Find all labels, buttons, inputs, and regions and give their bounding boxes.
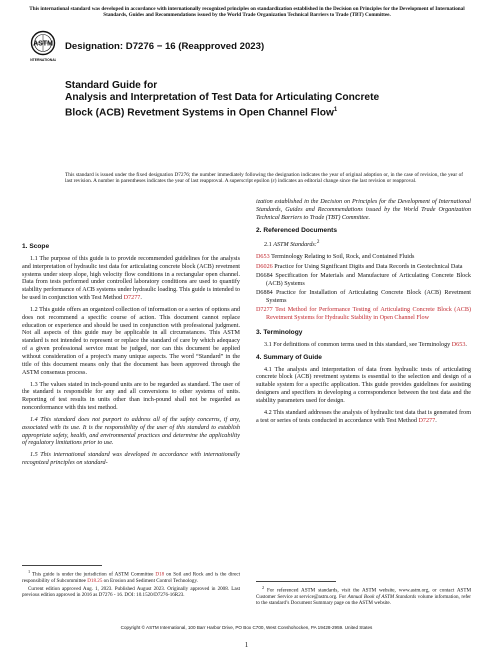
section-heading-summary: 4. Summary of Guide — [256, 353, 322, 361]
reference-title: Practice for Using Significant Digits and Data Records in Geotechnical Data — [272, 263, 463, 270]
footnote-1-text-c: on Erosion and Sediment Control Technology. — [102, 577, 198, 584]
footnote-1 — [22, 565, 240, 601]
astm-logo — [30, 30, 56, 64]
paragraph-3-1-text: 3.1 For definitions of common terms used in this standard, see Terminology — [264, 341, 452, 348]
paragraph-1-2: 1.2 This guide offers an organized collection of information or a series of options and does not recommend a specific course of action. This document cannot replace education or experience and should be used in conjunction with professional judgment. Not all aspects of this guide may be applicable in all circumstances. This ASTM standard is not intended to represent or replace the standard of care by which adequacy of a given professional service must be judged, nor can this document be applied without consideration of a project's many unique aspects. The word “Standard” in the title of this document means only that the document has been approved through the ASTM consensus process. — [22, 306, 240, 376]
issuance-note: This standard is issued under the fixed designation D7276; the number immediately following the designation indicates the year of original adoption or, in the case of revision, the year of last revision. A number in parentheses indicates the year of last reapproval. A superscript epsilon (ε) indicates an editorial change since the last revision or reapproval. — [65, 172, 463, 185]
paragraph-3-1-end: . — [465, 341, 467, 348]
svg-text:INTERNATIONAL: INTERNATIONAL — [30, 58, 56, 62]
designation: Designation: D7276 − 16 (Reapproved 2023) — [65, 41, 265, 52]
footnote-1-marker: 1 — [28, 569, 31, 574]
reference-list — [256, 254, 471, 323]
page-title — [65, 92, 405, 120]
reference-title: Specification for Materials and Manufacture of Articulating Concrete Block (ACB) Systems — [266, 272, 471, 287]
link-d653-term[interactable]: D653 — [451, 341, 466, 348]
reference-code-d6884: D6884 — [256, 290, 273, 297]
reference-item — [256, 273, 471, 289]
copyright-footer: Copyright © ASTM International, 100 Barr Harbor Drive, PO Box C700, West Conshohocken, PA 19428-2959. United States — [120, 625, 373, 630]
footnote-1-para-1 — [22, 569, 240, 584]
footnote-2 — [256, 581, 471, 608]
link-d7277-ref[interactable]: D7277 — [256, 307, 273, 314]
paragraph-3-1 — [256, 342, 471, 350]
reference-item — [256, 290, 471, 306]
footnote-divider — [22, 565, 102, 566]
astm-logo-icon — [30, 30, 56, 64]
astm-standards-label — [256, 239, 471, 250]
title-footnote-marker: 1 — [333, 107, 338, 114]
reference-item — [256, 307, 471, 323]
link-d18-25[interactable]: D18.25 — [87, 577, 103, 584]
footnote-1-text-a: This guide is under the jurisdiction of ASTM Committee — [30, 571, 156, 578]
paragraph-4-2 — [256, 410, 471, 426]
reference-title: Terminology Relating to Soil, Rock, and Contained Fluids — [269, 254, 415, 261]
paragraph-4-2-text: 4.2 This standard addresses the analysis of hydraulic test data that is generated from a test or series of tests conducted in accordance with Test Method — [256, 409, 471, 424]
paragraph-4-2-end: . — [435, 417, 437, 424]
paragraph-4-1: 4.1 The analysis and interpretation of data from hydraulic tests of articulating concrete block (ACB) revetment systems is essential to the selection and design of a suitable system for a specific application. This guide provides guidelines for assisting designers and specifiers in developing a correspondence between the test data and the stability parameters used for design. — [256, 366, 471, 404]
footnote-2-text-a: For referenced ASTM standards, visit the ASTM website, www.astm.org, or contact ASTM Customer Service at service@astm.org. For — [256, 587, 471, 600]
paragraph-1-4: 1.4 This standard does not purport to address all of the safety concerns, if any, associated with its use. It is the responsibility of the user of this standard to establish appropriate safety, health, and environmental practices and determine the applicability of regulatory limitations prior to use. — [22, 416, 240, 447]
reference-code-d6684: D6684 — [256, 272, 273, 279]
footnote-1-text-b: on Soil and Rock and is the direct responsibility of Subcommittee — [22, 571, 241, 584]
link-d7277-summary[interactable]: D7277 — [418, 417, 436, 424]
svg-text:ASTM: ASTM — [33, 40, 53, 48]
section-heading-terminology: 3. Terminology — [256, 329, 303, 337]
link-d18[interactable]: D18 — [155, 571, 165, 578]
footnote-1-para-2: Current edition approved Aug. 1, 2023. Published August 2023. Originally approved in 2008. Last previous edition approved in 2016 as D7276 - 16. DOI: 10.1520/D7276-16R23. — [22, 586, 240, 599]
footnote-2-para — [256, 585, 471, 606]
left-column — [22, 240, 240, 472]
link-d653[interactable]: D653 — [256, 254, 270, 261]
footnote-marker-2: 2 — [316, 239, 320, 246]
reference-title-link[interactable]: Test Method for Performance Testing of Articulating Concrete Block (ACB) Revetment Systems for Hydraulic Stability in Open Channel Flow — [266, 307, 471, 322]
footnote-2-book-title: Annual Book of ASTM Standards — [347, 593, 417, 600]
reference-item — [256, 254, 471, 262]
reference-title: Practice for Installation of Articulating Concrete Block (ACB) Revetment Systems — [266, 290, 471, 304]
title-text: Analysis and Interpretation of Test Data for Articulating Concrete Block (ACB) Revetment Systems in Open Channel Flow — [65, 92, 380, 119]
paragraph-1-1-end: . — [140, 295, 142, 302]
page-number: 1 — [244, 641, 249, 649]
right-column — [256, 199, 471, 429]
footnote-divider — [256, 581, 336, 582]
paragraph-1-5-continued: ization established in the Decision on Principles for the Development of International Standards, Guides and Recommendations issued by the World Trade Organization Technical Barriers to Trade (TBT) Committee. — [256, 199, 471, 221]
section-heading-referenced: 2. Referenced Documents — [256, 226, 337, 234]
astm-standards-text: ASTM Standards: — [273, 242, 317, 249]
paragraph-1-1-text: 1.1 The purpose of this guide is to provide recommended guidelines for the analysis and interpretation of hydraulic test data for articulating concrete block (ACB) revetment systems under steep slope, high velocity flow conditions in a rectangular open channel. Data from tests performed under controlled laboratory conditions are used to quantify stability performance of ACB systems under hydraulic loading. This guide is intended to be used in conjunction with Test Method — [22, 255, 240, 302]
title-block — [65, 80, 405, 120]
footnote-2-text-b: volume information, refer to the standard’s Document Summary page on the ASTM website. — [256, 593, 471, 607]
title-standard-guide: Standard Guide for — [65, 80, 158, 91]
link-d7277[interactable]: D7277 — [123, 295, 141, 302]
paragraph-1-5: 1.5 This international standard was developed in accordance with internationally recognized principles on standard- — [22, 452, 240, 467]
section-heading-scope: 1. Scope — [22, 243, 50, 250]
paragraph-1-3: 1.3 The values stated in inch-pound units are to be regarded as standard. The user of the standard is responsible for any and all conversions to other systems of units. Reporting of test results in units other than inch-pound shall not be regarded as nonconformance with this test method. — [22, 381, 240, 412]
trade-notice: This international standard was developed in accordance with internationally recognized principles on standardization established in the Decision on Principles for the Development of International Standards, Guides and Recommendations issued by the World Trade Organization Technical Barriers to Trade (TBT) Committee. — [29, 6, 465, 19]
reference-item — [256, 264, 471, 272]
footnote-2-marker: 2 — [262, 585, 265, 590]
subsection-number: 2.1 — [264, 242, 274, 249]
link-d6026[interactable]: D6026 — [256, 263, 273, 270]
paragraph-1-1 — [22, 256, 240, 303]
